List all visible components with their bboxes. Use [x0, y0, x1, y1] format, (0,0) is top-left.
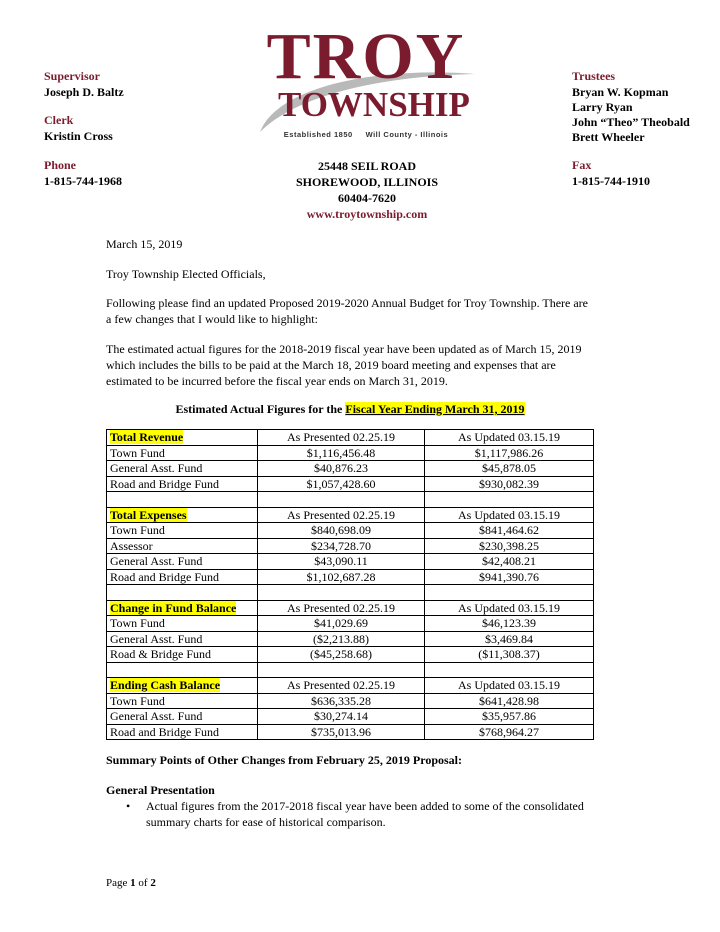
table-section-header	[107, 678, 594, 694]
updated-value: $45,878.05	[425, 461, 594, 477]
table-row	[107, 538, 594, 554]
column-header: As Presented 02.25.19	[258, 430, 425, 446]
page-footer	[106, 876, 156, 890]
row-label: General Asst. Fund	[107, 709, 258, 725]
presented-value: $234,728.70	[258, 538, 425, 554]
updated-value: $768,964.27	[425, 724, 594, 740]
table-row	[107, 693, 594, 709]
table-spacer-row	[107, 662, 594, 678]
column-header: As Updated 03.15.19	[425, 507, 594, 523]
table-row	[107, 476, 594, 492]
bullet-line: Actual figures from the 2017-2018 fiscal year have been added to some of the consolidated	[146, 799, 584, 813]
trustee-name: Larry Ryan	[572, 100, 633, 114]
presented-value: $40,876.23	[258, 461, 425, 477]
row-label: Road and Bridge Fund	[107, 569, 258, 585]
fax-label: Fax	[572, 158, 592, 172]
row-label: Town Fund	[107, 523, 258, 539]
updated-value: $46,123.39	[425, 616, 594, 632]
page-number: 1	[130, 877, 136, 889]
address-block	[270, 158, 464, 222]
updated-value: ($11,308.37)	[425, 647, 594, 663]
row-label: Road & Bridge Fund	[107, 647, 258, 663]
logo-township: TOWNSHIP	[278, 85, 470, 124]
row-label: Assessor	[107, 538, 258, 554]
table-title-prefix: Estimated Actual Figures for the	[175, 402, 346, 416]
table-row	[107, 647, 594, 663]
row-label: Road and Bridge Fund	[107, 724, 258, 740]
table-row	[107, 631, 594, 647]
section-heading: Change in Fund Balance	[110, 600, 237, 615]
row-label: General Asst. Fund	[107, 461, 258, 477]
salutation: Troy Township Elected Officials,	[106, 267, 266, 281]
column-header: As Updated 03.15.19	[425, 430, 594, 446]
table-row	[107, 554, 594, 570]
website-link[interactable]: www.troytownship.com	[306, 207, 428, 221]
trustee-name: John “Theo” Theobald	[572, 115, 690, 129]
updated-value: $42,408.21	[425, 554, 594, 570]
table-row	[107, 445, 594, 461]
column-header: As Presented 02.25.19	[258, 600, 425, 616]
trustee-name: Bryan W. Kopman	[572, 85, 669, 99]
table-spacer-row	[107, 492, 594, 508]
table-spacer-row	[107, 585, 594, 601]
row-label: General Asst. Fund	[107, 554, 258, 570]
presented-value: $41,029.69	[258, 616, 425, 632]
presented-value: $840,698.09	[258, 523, 425, 539]
phone-number: 1-815-744-1968	[44, 174, 122, 188]
of-word: of	[138, 877, 148, 889]
presented-value: ($2,213.88)	[258, 631, 425, 647]
clerk-label: Clerk	[44, 113, 74, 127]
presented-value: $735,013.96	[258, 724, 425, 740]
summary-subheading: General Presentation	[106, 783, 215, 797]
table-title-highlight: Fiscal Year Ending March 31, 2019	[345, 402, 525, 416]
table-section-header	[107, 600, 594, 616]
presented-value: $1,116,456.48	[258, 445, 425, 461]
bullet-line: summary charts for ease of historical comparison.	[146, 815, 386, 829]
column-header: As Presented 02.25.19	[258, 507, 425, 523]
table-row	[107, 523, 594, 539]
bullet-icon: •	[126, 799, 131, 813]
budget-table	[106, 429, 594, 740]
supervisor-name: Joseph D. Baltz	[44, 85, 124, 99]
updated-value: $930,082.39	[425, 476, 594, 492]
row-label: Town Fund	[107, 616, 258, 632]
table-row	[107, 709, 594, 725]
updated-value: $230,398.25	[425, 538, 594, 554]
fax-number: 1-815-744-1910	[572, 174, 650, 188]
presented-value: $636,335.28	[258, 693, 425, 709]
address-line: SHOREWOOD, ILLINOIS	[295, 175, 439, 189]
page-total: 2	[150, 877, 156, 889]
address-line: 25448 SEIL ROAD	[317, 159, 417, 173]
paragraph-line: Following please find an updated Proposed 2019-2020 Annual Budget for Troy Township. There are	[106, 296, 588, 310]
column-header: As Presented 02.25.19	[258, 678, 425, 694]
presented-value: $30,274.14	[258, 709, 425, 725]
updated-value: $1,117,986.26	[425, 445, 594, 461]
presented-value: $1,057,428.60	[258, 476, 425, 492]
phone-label: Phone	[44, 158, 77, 172]
updated-value: $941,390.76	[425, 569, 594, 585]
section-heading: Total Expenses	[110, 507, 187, 522]
column-header: As Updated 03.15.19	[425, 678, 594, 694]
presented-value: ($45,258.68)	[258, 647, 425, 663]
summary-heading: Summary Points of Other Changes from February 25, 2019 Proposal:	[106, 753, 462, 767]
updated-value: $841,464.62	[425, 523, 594, 539]
letter-date: March 15, 2019	[106, 237, 183, 251]
updated-value: $641,428.98	[425, 693, 594, 709]
supervisor-label: Supervisor	[44, 69, 101, 83]
table-title	[106, 401, 594, 417]
presented-value: $1,102,687.28	[258, 569, 425, 585]
updated-value: $3,469.84	[425, 631, 594, 647]
table-row	[107, 569, 594, 585]
logo-tagline: Established 1850 Will County - Illinois	[283, 130, 449, 139]
column-header: As Updated 03.15.19	[425, 600, 594, 616]
paragraph-line: The estimated actual figures for the 2018-2019 fiscal year have been updated as of March 15, 2019	[106, 342, 582, 356]
paragraph-line: which includes the bills to be paid at the March 18, 2019 board meeting and expenses that are	[106, 358, 556, 372]
paragraph-line: estimated to be incurred before the fiscal year ends on March 31, 2019.	[106, 374, 448, 388]
table-row	[107, 724, 594, 740]
page-word: Page	[106, 877, 128, 889]
address-line: 60404-7620	[338, 191, 396, 205]
row-label: General Asst. Fund	[107, 631, 258, 647]
trustees-label: Trustees	[572, 69, 616, 83]
presented-value: $43,090.11	[258, 554, 425, 570]
table-section-header	[107, 430, 594, 446]
trustee-name: Brett Wheeler	[572, 130, 645, 144]
clerk-name: Kristin Cross	[44, 129, 113, 143]
row-label: Town Fund	[107, 445, 258, 461]
row-label: Road and Bridge Fund	[107, 476, 258, 492]
table-row	[107, 461, 594, 477]
table-row	[107, 616, 594, 632]
section-heading: Ending Cash Balance	[110, 678, 221, 693]
table-section-header	[107, 507, 594, 523]
section-heading: Total Revenue	[110, 430, 184, 445]
logo-troy: TROY	[266, 20, 466, 93]
paragraph-line: a few changes that I would like to highlight:	[106, 312, 318, 326]
row-label: Town Fund	[107, 693, 258, 709]
updated-value: $35,957.86	[425, 709, 594, 725]
